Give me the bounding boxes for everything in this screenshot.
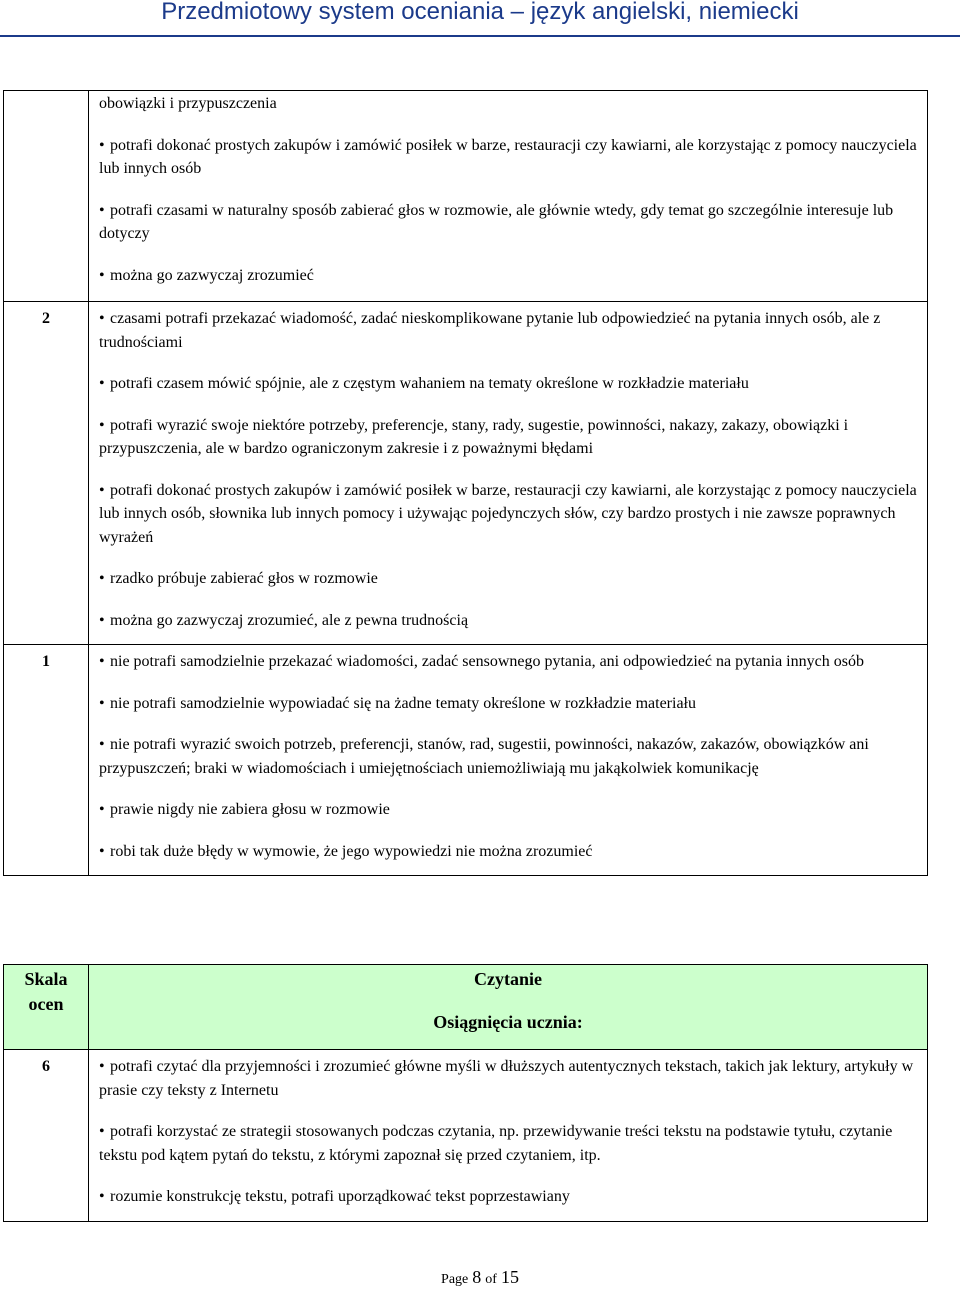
- list-item: • nie potrafi samodzielnie wypowiadać się na żadne tematy określone w rozkładzie materiału: [99, 692, 917, 716]
- page-number: 8: [472, 1267, 482, 1287]
- page-word: Page: [441, 1272, 469, 1287]
- bullet-icon: •: [99, 842, 105, 860]
- criteria-cell: [89, 302, 928, 645]
- scale-header-cell: [4, 965, 89, 1050]
- bullet-icon: •: [99, 416, 105, 434]
- reading-criteria-table: [3, 964, 928, 1222]
- bullet-icon: •: [99, 1188, 105, 1205]
- skill-header-cell: [89, 965, 928, 1050]
- bullet-icon: •: [99, 611, 105, 629]
- bullet-icon: •: [99, 694, 105, 712]
- bullet-icon: •: [99, 653, 105, 670]
- bullet-icon: •: [99, 310, 105, 327]
- grade-cell: 6: [4, 1050, 89, 1222]
- bullet-icon: •: [99, 266, 105, 284]
- bullet-icon: •: [99, 1058, 105, 1075]
- scale-header-label-2: ocen: [28, 994, 64, 1014]
- list-item: • potrafi czasem mówić spójnie, ale z częstym wahaniem na tematy określone w rozkładzie materiału: [99, 372, 917, 396]
- table-row: [4, 645, 928, 876]
- list-item: • nie potrafi samodzielnie przekazać wiadomości, zadać sensownego pytania, ani odpowiedzieć na pytania innych osób: [99, 650, 917, 674]
- page-title: Przedmiotowy system oceniania – język angielski, niemiecki: [161, 0, 799, 25]
- bullet-icon: •: [99, 375, 105, 392]
- grade-cell: 2: [4, 302, 89, 645]
- table-row: [4, 91, 928, 302]
- page-footer: [0, 1267, 960, 1288]
- criteria-cell: [89, 91, 928, 302]
- grade-cell: [4, 91, 89, 302]
- list-item: • można go zazwyczaj zrozumieć: [99, 264, 917, 288]
- list-item: • potrafi dokonać prostych zakupów i zamówić posiłek w barze, restauracji czy kawiarni, ale korzystając z pomocy nauczyciela lub innych osób: [99, 134, 917, 181]
- page-header: [0, 0, 960, 34]
- bullet-icon: •: [99, 570, 105, 587]
- criteria-cell: [89, 645, 928, 876]
- list-item: • nie potrafi wyrazić swoich potrzeb, preferencji, stanów, rad, sugestii, powinności, nakazów, zakazów, obowiązków ani przypuszczeń; braki w wiadomościach i umiejętnościach uniemożliwiają mu jakąkolwiek komunikację: [99, 733, 917, 780]
- bullet-icon: •: [99, 481, 105, 499]
- bullet-icon: •: [99, 136, 105, 154]
- page-total: 15: [500, 1267, 519, 1287]
- list-item: • prawie nigdy nie zabiera głosu w rozmowie: [99, 798, 917, 822]
- list-item: • czasami potrafi przekazać wiadomość, zadać nieskomplikowane pytanie lub odpowiedzieć na pytania innych osób, ale z trudnościami: [99, 307, 917, 354]
- achievements-label: Osiągnięcia ucznia:: [433, 1012, 583, 1032]
- bullet-icon: •: [99, 1123, 105, 1140]
- speaking-criteria-table: [3, 90, 928, 876]
- skill-title: Czytanie: [474, 969, 542, 989]
- criteria-cell: [89, 1050, 928, 1222]
- list-item: • potrafi wyrazić swoje niektóre potrzeby, preferencje, stany, rady, sugestie, powinności, nakazy, zakazy, obowiązki i przypuszczenia, ale w bardzo ograniczonym zakresie i z poważnymi błędami: [99, 414, 917, 461]
- list-item: • robi tak duże błędy w wymowie, że jego wypowiedzi nie można zrozumieć: [99, 840, 917, 864]
- bullet-icon: •: [99, 201, 105, 219]
- list-item: • rozumie konstrukcję tekstu, potrafi uporządkować tekst poprzestawiany: [99, 1185, 917, 1209]
- bullet-icon: •: [99, 801, 105, 818]
- table-row: [4, 1050, 928, 1222]
- table-row: [4, 302, 928, 645]
- list-item: • potrafi korzystać ze strategii stosowanych podczas czytania, np. przewidywanie treści tekstu na podstawie tytułu, czytanie tekstu pod kątem pytań do tekstu, z którymi zapoznał się przed czytaniem, itp.: [99, 1120, 917, 1167]
- of-word: of: [485, 1272, 497, 1287]
- bullet-icon: •: [99, 736, 105, 753]
- list-item: • rzadko próbuje zabierać głos w rozmowie: [99, 567, 917, 591]
- list-item: • potrafi dokonać prostych zakupów i zamówić posiłek w barze, restauracji czy kawiarni, ale korzystając z pomocy nauczyciela lub innych osób, słownika lub innych pomocy i używając pojedynczych słów, czy bardzo prostych i nie zawsze poprawnych wyrażeń: [99, 479, 917, 550]
- scale-header-label: Skala: [24, 969, 68, 989]
- list-item: • można go zazwyczaj zrozumieć, ale z pewna trudnością: [99, 609, 917, 633]
- list-item: obowiązki i przypuszczenia: [99, 95, 277, 112]
- list-item: • potrafi czytać dla przyjemności i zrozumieć główne myśli w dłuższych autentycznych tekstach, takich jak lektury, artykuły w prasie czy teksty z Internetu: [99, 1055, 917, 1102]
- grade-cell: 1: [4, 645, 89, 876]
- table-header-row: [4, 965, 928, 1050]
- list-item: • potrafi czasami w naturalny sposób zabierać głos w rozmowie, ale głównie wtedy, gdy temat go szczególnie interesuje lub dotyczy: [99, 199, 917, 246]
- header-divider: [0, 35, 960, 37]
